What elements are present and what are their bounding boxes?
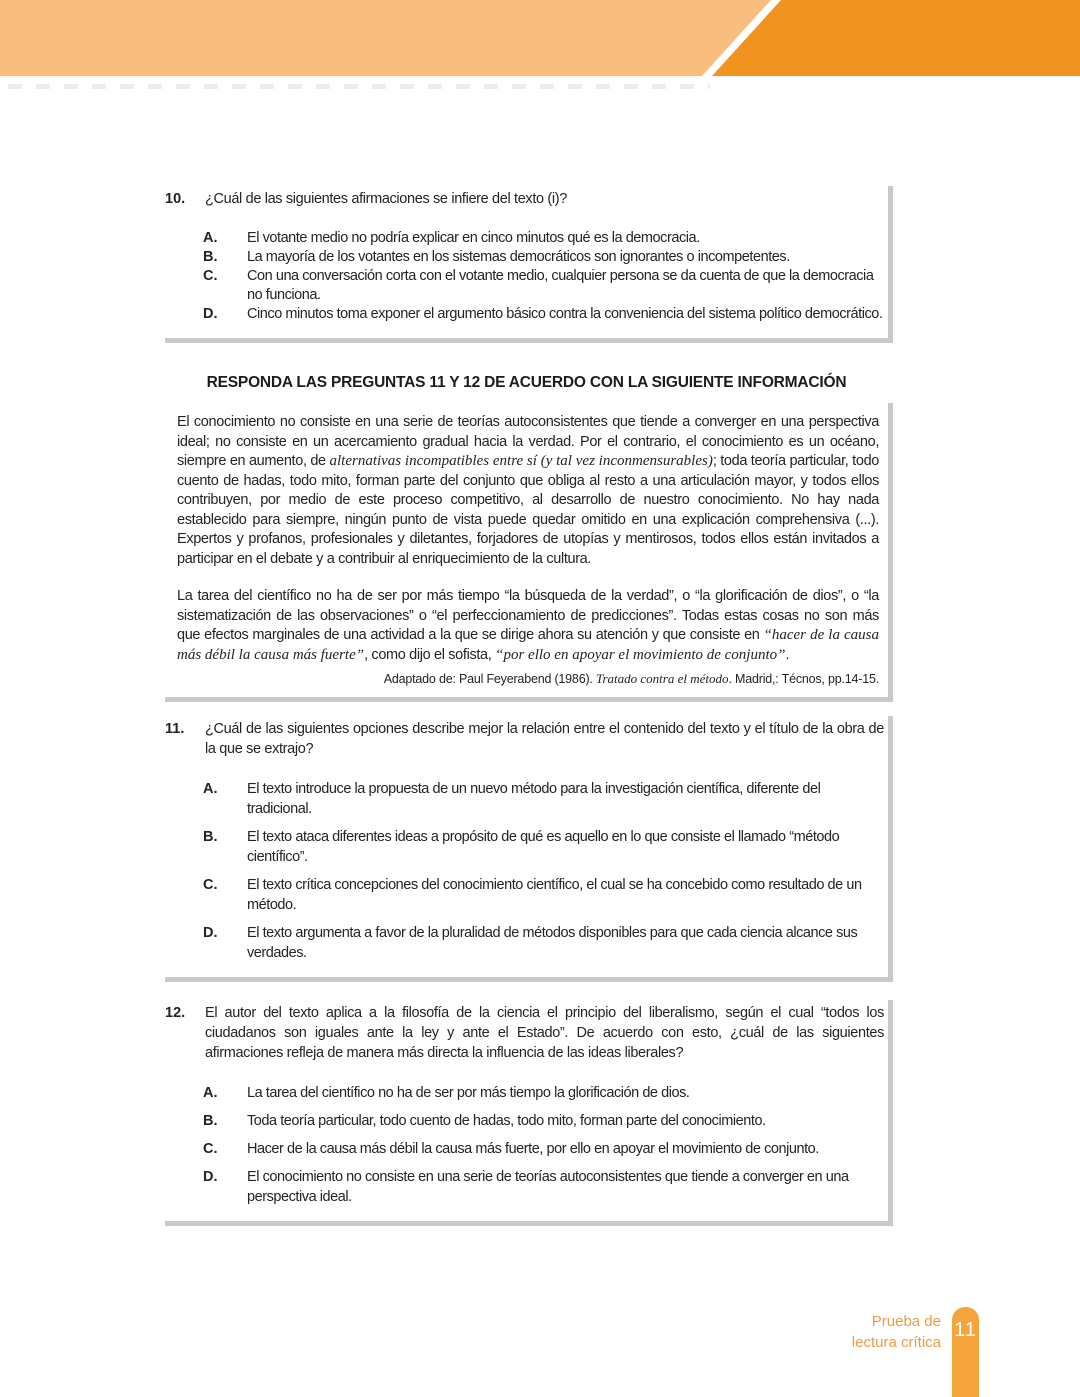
option-text: Con una conversación corta con el votante medio, cualquier persona se da cuenta de que la democracia no funciona. — [247, 268, 874, 303]
question-number: 12. — [165, 1005, 186, 1021]
footer-label — [690, 1311, 941, 1353]
question-number: 11. — [165, 721, 185, 737]
options-list — [203, 229, 884, 324]
option-letter: C. — [203, 877, 218, 893]
question-block-11 — [165, 716, 893, 982]
option-letter: D. — [203, 306, 218, 322]
page-number: 11 — [954, 1319, 977, 1341]
question-text: El autor del texto aplica a la filosofía de la ciencia el principio del liberalismo, según el cual “todos los ciudadanos son iguales ante la ley y ante el Estado”. De acuerdo con esto, ¿cuál de las siguientes afirmaciones refleja de manera más directa la influencia de las ideas liberales? — [205, 1005, 884, 1061]
question-number: 10. — [165, 191, 186, 207]
option-text: El conocimiento no consiste en una serie de teorías autoconsistentes que tiende a converger en una perspectiva ideal. — [247, 1169, 849, 1205]
option-row-a — [203, 779, 884, 819]
option-row-a — [203, 1083, 884, 1103]
passage-citation: Adaptado de: Paul Feyerabend (1986). Tratado contra el método. Madrid,: Técnos, pp.14-15. — [383, 671, 879, 686]
option-row-b — [203, 1111, 884, 1131]
option-text: La tarea del científico no ha de ser por más tiempo la glorificación de dios. — [247, 1085, 690, 1101]
option-text: El texto ataca diferentes ideas a propósito de qué es aquello en lo que consiste el llamado “método científico”. — [247, 829, 840, 865]
option-letter: C. — [203, 268, 218, 284]
instruction-heading: RESPONDA LAS PREGUNTAS 11 Y 12 DE ACUERDO CON LA SIGUIENTE INFORMACIÓN — [206, 374, 847, 391]
option-row-d — [203, 923, 884, 963]
question-row — [165, 189, 884, 209]
option-row-d — [203, 1167, 884, 1207]
option-letter: D. — [203, 1169, 218, 1185]
question-block-10 — [165, 186, 893, 343]
option-row-d — [203, 305, 884, 324]
option-text: El texto introduce la propuesta de un nuevo método para la investigación científica, diferente del tradicional. — [247, 781, 821, 817]
content-column — [165, 90, 893, 1226]
question-block-12 — [165, 1000, 893, 1226]
question-row — [165, 719, 884, 759]
question-text: ¿Cuál de las siguientes afirmaciones se infiere del texto (i)? — [205, 191, 567, 207]
dashed-line — [8, 84, 710, 89]
option-row-c — [203, 875, 884, 915]
option-row-b — [203, 827, 884, 867]
question-row — [165, 1003, 884, 1063]
option-row-c — [203, 267, 884, 305]
passage-paragraph-1: El conocimiento no consiste en una serie de teorías autoconsistentes que tiende a converger en una perspectiva ideal; no consiste en un acercamiento gradual hacia la verdad. Por el contrario, el conocimiento es un océano, siempre en aumento, de alternativas incompatibles entre sí (y tal vez inconmensurables); toda teoría particular, todo cuento de hadas, todo mito, forman parte del conjunto que obliga al resto a una articulación mayor, y todos ellos contribuyen, por medio de este proceso competitivo, al desarrollo de nuestro conocimiento. No hay nada establecido para siempre, ningún punto de vista puede quedar omitido en una explicación comprehensiva (...). Expertos y profanos, profesionales y diletantes, forjadores de utopías y mentirosos, todos ellos están invitados a participar en el debate y a contribuir al enriquecimiento de la cultura. — [177, 414, 880, 567]
footer-label-line2: lectura crítica — [851, 1334, 941, 1351]
question-text: ¿Cuál de las siguientes opciones describe mejor la relación entre el contenido del texto y el título de la obra de la que se extrajo? — [205, 721, 884, 757]
option-text: Cinco minutos toma exponer el argumento básico contra la conveniencia del sistema político democrático. — [247, 306, 883, 322]
option-text: El votante medio no podría explicar en cinco minutos qué es la democracia. — [247, 230, 700, 246]
option-row-a — [203, 229, 884, 248]
option-text: El texto crítica concepciones del conocimiento científico, el cual se ha concebido como resultado de un método. — [247, 877, 862, 913]
option-text: Hacer de la causa más débil la causa más fuerte, por ello en apoyar el movimiento de conjunto. — [247, 1141, 819, 1157]
top-band — [0, 0, 1080, 76]
option-letter: C. — [203, 1141, 218, 1157]
option-letter: B. — [203, 829, 218, 845]
option-text: La mayoría de los votantes en los sistemas democráticos son ignorantes o incompetentes. — [247, 249, 790, 265]
option-letter: D. — [203, 925, 218, 941]
page-number-tab — [952, 1307, 979, 1397]
option-letter: A. — [203, 781, 218, 797]
footer-label-line1: Prueba de — [871, 1313, 941, 1330]
passage-paragraph-2: La tarea del científico no ha de ser por más tiempo “la búsqueda de la verdad”, o “la glorificación de dios”, o “la sistematización de las observaciones” o “el perfeccionamiento de predicciones”. Todas estas cosas no son más que efectos marginales de una actividad a la que se dirige ahora su atención y que consiste en “hacer de la causa más débil la causa más fuerte”, como dijo el sofista, “por ello en apoyar el movimiento de conjunto”. — [177, 588, 880, 663]
option-text: El texto argumenta a favor de la pluralidad de métodos disponibles para que cada ciencia alcance sus verdades. — [247, 925, 858, 961]
option-letter: B. — [203, 1113, 218, 1129]
option-letter: A. — [203, 1085, 218, 1101]
options-list — [203, 1083, 884, 1207]
passage-box — [165, 403, 893, 702]
options-list — [203, 779, 884, 963]
option-letter: A. — [203, 230, 218, 246]
option-row-b — [203, 248, 884, 267]
option-text: Toda teoría particular, todo cuento de hadas, todo mito, forman parte del conocimiento. — [247, 1113, 766, 1129]
option-row-c — [203, 1139, 884, 1159]
option-letter: B. — [203, 249, 218, 265]
